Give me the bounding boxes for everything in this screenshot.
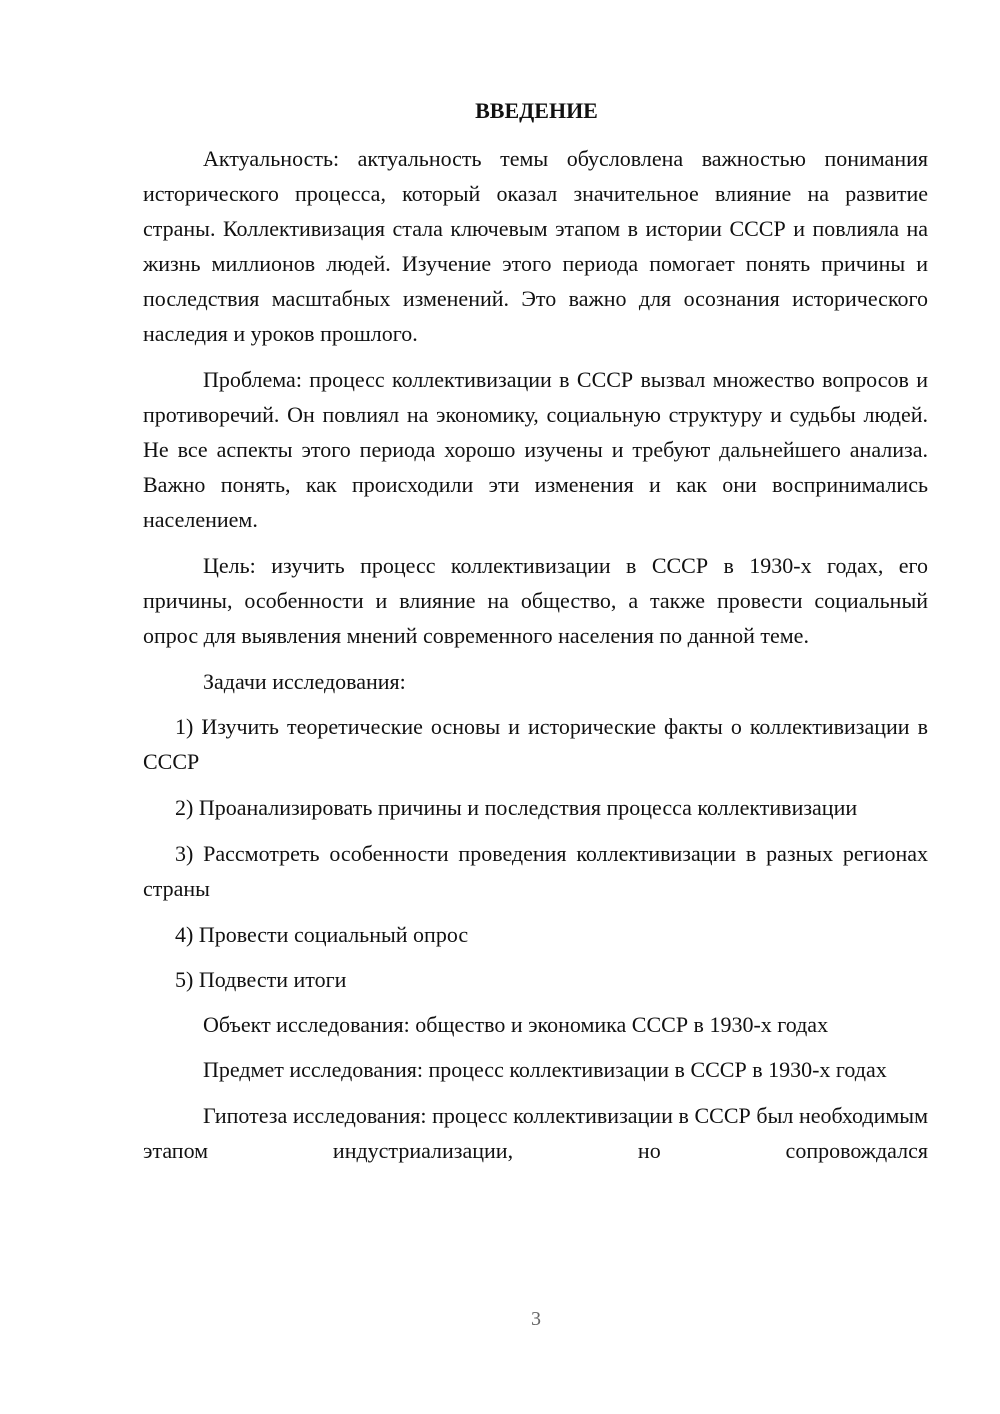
tasks-heading: Задачи исследования: <box>203 669 406 694</box>
hypothesis-paragraph: Гипотеза исследования: процесс коллективизации в СССР был необходимым этапом индустриализации, но сопровождался <box>143 1103 928 1163</box>
page-number: 3 <box>531 1308 541 1330</box>
task-item-1: 1) Изучить теоретические основы и исторические факты о коллективизации в СССР <box>143 714 928 774</box>
problem-paragraph: Проблема: процесс коллективизации в СССР вызвал множество вопросов и противоречий. Он повлиял на экономику, социальную структуру и судьбы людей. Не все аспекты этого периода хорошо изучены и требуют дальнейшего анализа. Важно понять, как происходили эти изменения и как они воспринимались населением. <box>143 367 928 532</box>
page-title: ВВЕДЕНИЕ <box>475 98 598 123</box>
object-paragraph: Объект исследования: общество и экономика СССР в 1930-х годах <box>203 1012 829 1037</box>
goal-paragraph: Цель: изучить процесс коллективизации в СССР в 1930-х годах, его причины, особенности и влияние на общество, а также провести социальный опрос для выявления мнений современного населения по данной теме. <box>143 553 928 648</box>
page-content <box>143 98 928 1168</box>
task-item-5: 5) Подвести итоги <box>175 967 347 992</box>
task-item-3: 3) Рассмотреть особенности проведения коллективизации в разных регионах страны <box>143 841 928 901</box>
task-item-4: 4) Провести социальный опрос <box>175 922 469 947</box>
subject-paragraph: Предмет исследования: процесс коллективизации в СССР в 1930-х годах <box>203 1057 887 1082</box>
task-item-2: 2) Проанализировать причины и последствия процесса коллективизации <box>175 795 858 820</box>
relevance-paragraph: Актуальность: актуальность темы обусловлена важностью понимания исторического процесса, который оказал значительное влияние на развитие страны. Коллективизация стала ключевым этапом в истории СССР и повлияла на жизнь миллионов людей. Изучение этого периода помогает понять причины и последствия масштабных изменений. Это важно для осознания исторического наследия и уроков прошлого. <box>143 146 928 346</box>
